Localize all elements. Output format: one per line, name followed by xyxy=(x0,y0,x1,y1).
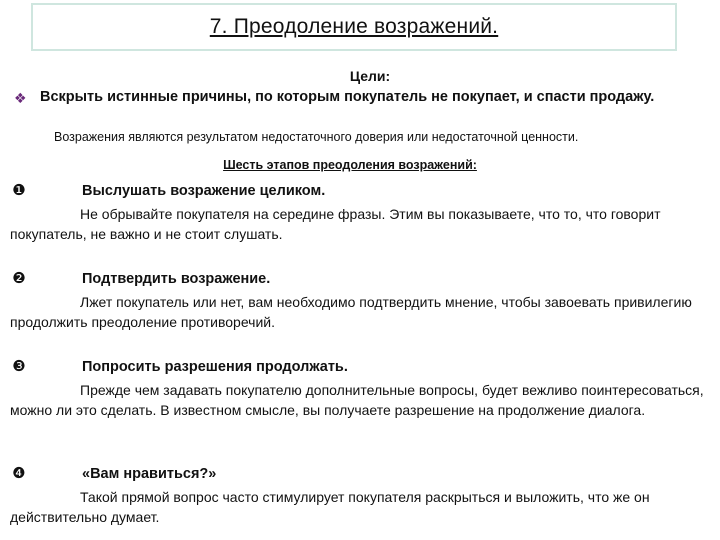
diamond-bullet-icon: ❖ xyxy=(14,90,27,106)
page-title: 7. Преодоление возражений. xyxy=(209,15,499,38)
stage-description-1: Не обрывайте покупателя на середине фразы. Этим вы показываете, что то, что говорит покупатель, не важно и не стоит слушать. xyxy=(10,206,661,242)
stages-heading: Шесть этапов преодоления возражений: xyxy=(223,158,477,172)
stage-description-2: Лжет покупатель или нет, вам необходимо подтвердить мнение, чтобы завоевать привилегию продолжить преодоление противоречий. xyxy=(10,294,692,330)
stage-title-2: Подтвердить возражение. xyxy=(82,271,271,287)
stage-number-2: ❷ xyxy=(12,270,26,287)
stage-number-3: ❸ xyxy=(12,358,26,375)
goal-item xyxy=(14,88,704,107)
goal-text: Вскрыть истинные причины, по которым покупатель не покупает, и спасти продажу. xyxy=(40,89,655,105)
stage-title-3: Попросить разрешения продолжать. xyxy=(82,359,348,375)
goals-heading: Цели: xyxy=(349,68,391,84)
title-box xyxy=(31,3,677,51)
stage-description-4: Такой прямой вопрос часто стимулирует покупателя раскрыться и выложить, что же он действительно думает. xyxy=(10,489,650,525)
stage-title-4: «Вам нравиться?» xyxy=(82,466,217,482)
stage-number-4: ❹ xyxy=(12,465,26,482)
objections-note: Возражения являются результатом недостаточного доверия или недостаточной ценности. xyxy=(54,130,579,144)
stage-description-3: Прежде чем задавать покупателю дополнительные вопросы, будет вежливо поинтересоваться, можно ли это сделать. В известном смысле, вы получаете разрешение на продолжение диалога. xyxy=(10,382,704,418)
stage-title-1: Выслушать возражение целиком. xyxy=(82,183,326,199)
stage-number-1: ❶ xyxy=(12,182,26,199)
